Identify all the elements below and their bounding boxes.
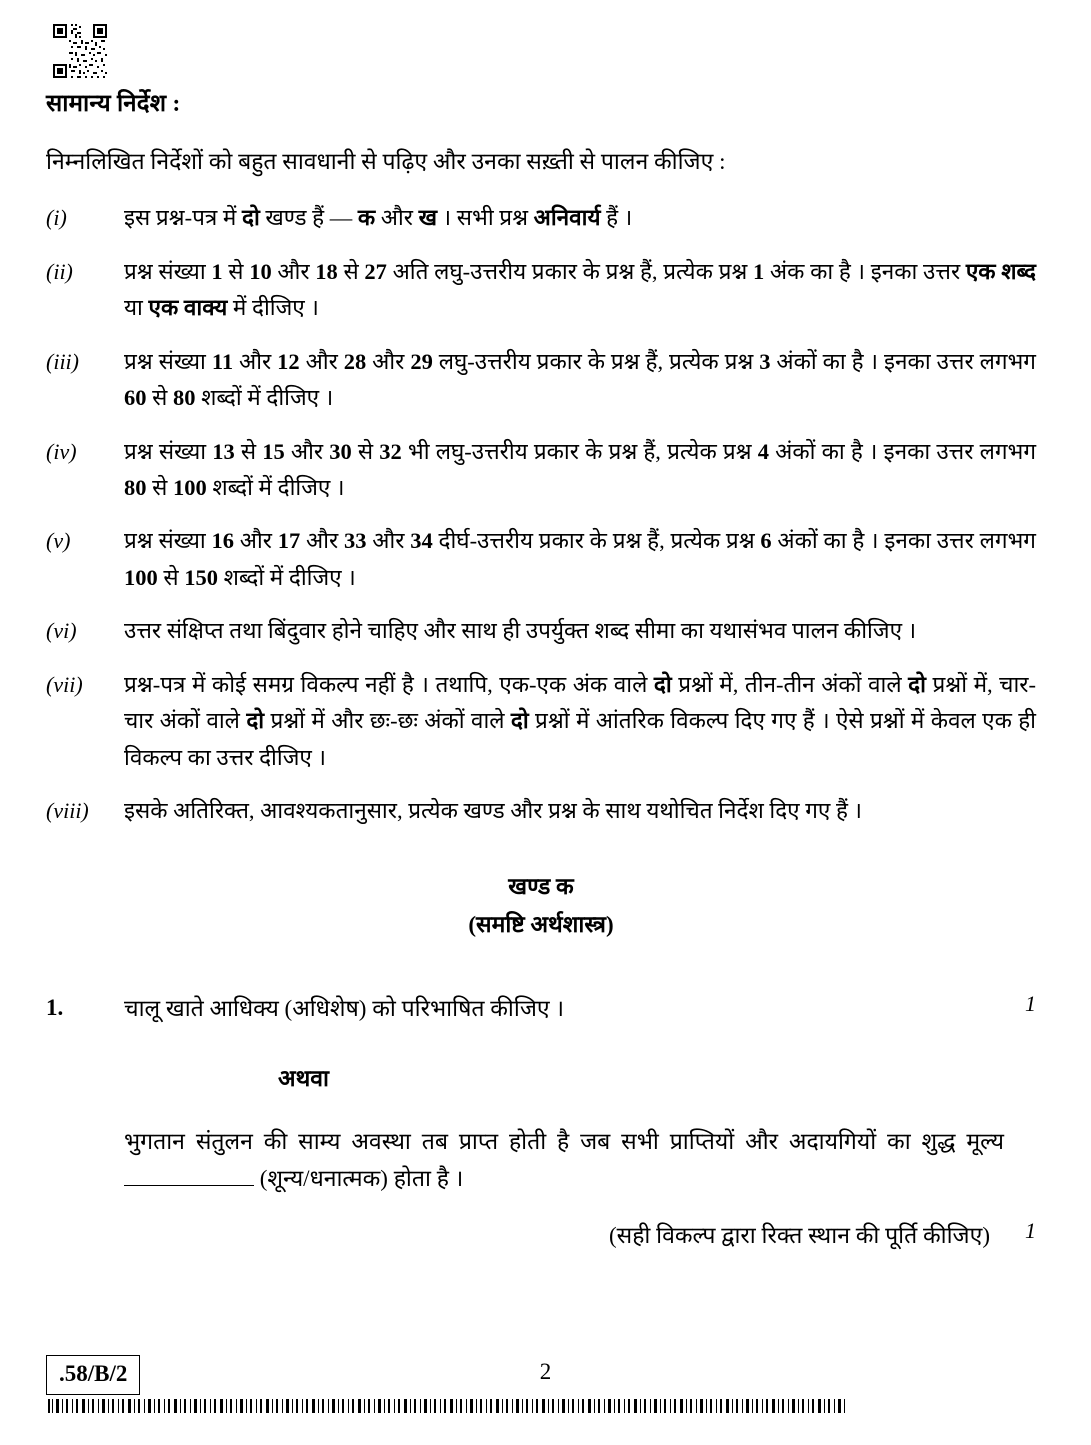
instruction-number: (v) xyxy=(46,528,71,554)
alternative-marks: 1 xyxy=(1025,1217,1036,1243)
alt-text-after: (शून्य/धनात्मक) होता है । xyxy=(259,1166,464,1192)
section-subtitle: (समष्टि अर्थशास्त्र) xyxy=(468,912,614,938)
instruction-text: प्रश्न-पत्र में कोई समग्र विकल्प नहीं है । तथापि, एक-एक अंक वाले दो प्रश्नों में, तीन-तीन अंकों वाले दो प्रश्नों में, चार-चार अंकों वाले दो प्रश्नों में और छः-छः अंकों वाले दो प्रश्नों में आंतरिक विकल्प दिए गए हैं । ऐसे प्रश्नों में केवल एक ही विकल्प का उत्तर दीजिए । xyxy=(124,671,1036,770)
alternative-question-text xyxy=(124,1123,1004,1198)
instruction-item xyxy=(46,254,1036,327)
instruction-text: प्रश्न संख्या 1 से 10 और 18 से 27 अति लघु-उत्तरीय प्रकार के प्रश्न हैं, प्रत्येक प्रश्न 1 अंक का है । इनका उत्तर एक शब्द या एक वाक्य में दीजिए । xyxy=(124,258,1036,321)
instruction-item xyxy=(46,613,1036,649)
or-label: अथवा xyxy=(278,1066,330,1092)
instruction-item xyxy=(46,793,1036,829)
instruction-number: (iii) xyxy=(46,348,79,374)
instruction-text: इसके अतिरिक्त, आवश्यकतानुसार, प्रत्येक खण्ड और प्रश्न के साथ यथोचित निर्देश दिए गए हैं । xyxy=(124,798,863,824)
instruction-item xyxy=(46,523,1036,596)
barcode-strip xyxy=(48,1399,848,1413)
document-body xyxy=(46,86,1036,1252)
instruction-number: (vi) xyxy=(46,618,77,644)
instruction-number: (ii) xyxy=(46,258,73,284)
instruction-item xyxy=(46,434,1036,507)
general-instructions-heading: सामान्य निर्देश : xyxy=(46,91,181,117)
question-text: चालू खाते आधिक्य (अधिशेष) को परिभाषित कीजिए । xyxy=(124,996,565,1022)
fill-in-blank xyxy=(124,1168,254,1186)
instruction-text: इस प्रश्न-पत्र में दो खण्ड हैं — क और ख । सभी प्रश्न अनिवार्य हैं । xyxy=(124,205,633,231)
alternative-hint: (सही विकल्प द्वारा रिक्त स्थान की पूर्ति कीजिए) xyxy=(609,1222,990,1248)
instruction-number: (iv) xyxy=(46,438,77,464)
page-number: 2 xyxy=(539,1359,552,1384)
alt-text-before: भुगतान संतुलन की साम्य अवस्था तब प्राप्त होती है जब सभी प्राप्तियों और अदायगियों का शुद्ध मूल्य xyxy=(124,1129,1004,1155)
instruction-item xyxy=(46,667,1036,776)
instruction-number: (i) xyxy=(46,205,67,231)
alternative-hint-row xyxy=(46,1218,1036,1252)
instruction-number: (vii) xyxy=(46,671,83,697)
instruction-item xyxy=(46,200,1036,236)
question-marks: 1 xyxy=(1025,991,1036,1017)
section-title: खण्ड क xyxy=(508,874,574,900)
question-1 xyxy=(46,991,1036,1027)
page-footer xyxy=(0,1355,1091,1415)
instruction-number: (viii) xyxy=(46,798,89,824)
instruction-text: प्रश्न संख्या 13 से 15 और 30 से 32 भी लघु-उत्तरीय प्रकार के प्रश्न हैं, प्रत्येक प्रश्न 4 अंकों का है । इनका उत्तर लगभग 80 से 100 शब्दों में दीजिए । xyxy=(124,438,1036,500)
qr-code-icon xyxy=(53,24,107,78)
instruction-item xyxy=(46,344,1036,417)
instruction-text: प्रश्न संख्या 11 और 12 और 28 और 29 लघु-उत्तरीय प्रकार के प्रश्न हैं, प्रत्येक प्रश्न 3 अंकों का है । इनका उत्तर लगभग 60 से 80 शब्दों में दीजिए । xyxy=(124,348,1036,411)
instructions-intro: निम्नलिखित निर्देशों को बहुत सावधानी से पढ़िए और उनका सख़्ती से पालन कीजिए : xyxy=(46,149,726,174)
instruction-text: प्रश्न संख्या 16 और 17 और 33 और 34 दीर्घ-उत्तरीय प्रकार के प्रश्न हैं, प्रत्येक प्रश्न 6 अंकों का है । इनका उत्तर लगभग 100 से 150 शब्दों में दीजिए । xyxy=(124,528,1036,590)
question-number: 1. xyxy=(46,995,64,1021)
instruction-text: उत्तर संक्षिप्त तथा बिंदुवार होने चाहिए और साथ ही उपर्युक्त शब्द सीमा का यथासंभव पालन कीजिए । xyxy=(124,618,917,644)
paper-code: .58/B/2 xyxy=(46,1355,140,1395)
